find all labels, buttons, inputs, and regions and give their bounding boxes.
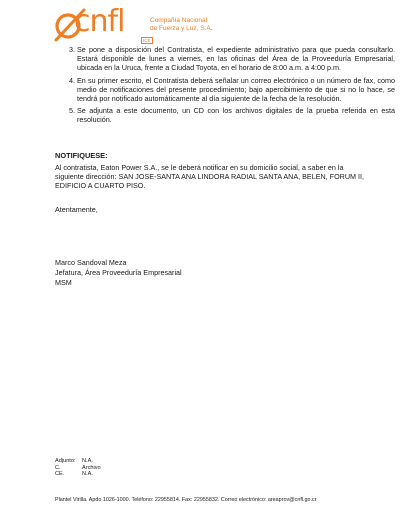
logo-wordmark: cnfl <box>74 4 125 39</box>
company-name: Compañía Nacional de Fuerza y Luz, S.A. <box>150 17 213 32</box>
page-footer: Plantel Virilla. Apdo 1026-1000. Teléfono: 22955814. Fax: 22955832. Correo electrónico: areaprov@cnfl.go.cr <box>55 497 317 503</box>
cc-row: CE. N.A. <box>55 471 93 478</box>
closing-salutation: Atentamente, <box>55 205 98 214</box>
notify-body: Al contratista, Eaton Power S.A., se le deberá notificar en su domicilio social, a saber en la siguiente dirección: SAN JOSE-SANTA ANA LINDORA RADIAL SANTA ANA, BELEN, FORUM II, EDIFICIO A CUARTO PISO. <box>55 163 365 190</box>
list-item: 4. En su primer escrito, el Contratista deberá señalar un correo electrónico o un número de fax, como medio de notificaciones del presente procedimiento; bajo apercibimiento de que si no lo hace, se tendrá por notificado automáticamente al día siguiente de la fecha de la resolución. <box>77 77 395 104</box>
signature-block <box>55 258 182 288</box>
notify-heading: NOTIFIQUESE: <box>55 151 108 160</box>
company-logo <box>52 4 222 50</box>
signer-title: Jefatura, Área Proveeduría Empresarial <box>55 268 182 277</box>
list-item: 3. Se pone a disposición del Contratista, el expediente administrativo para que pueda consultarlo. Estará disponible de lunes a viernes, en las oficinas del Área de la Proveeduría Empresarial, ubicada en la Uruca, frente a Ciudad Toyota, en el horario de 8:00 a.m. a 4:00 p.m. <box>77 46 395 73</box>
copy-list <box>55 458 101 478</box>
ice-mark: ICE <box>143 38 151 43</box>
list-item: 5. Se adjunta a este documento, un CD con los archivos digitales de la prueba referida en esta resolución. <box>77 107 395 125</box>
numbered-list <box>55 46 395 129</box>
cc-row: C. Archivo <box>55 464 101 471</box>
signer-initials: MSM <box>55 278 72 287</box>
cc-row: Adjunto: N.A. <box>55 458 93 464</box>
signer-name: Marco Sandoval Meza <box>55 258 127 267</box>
